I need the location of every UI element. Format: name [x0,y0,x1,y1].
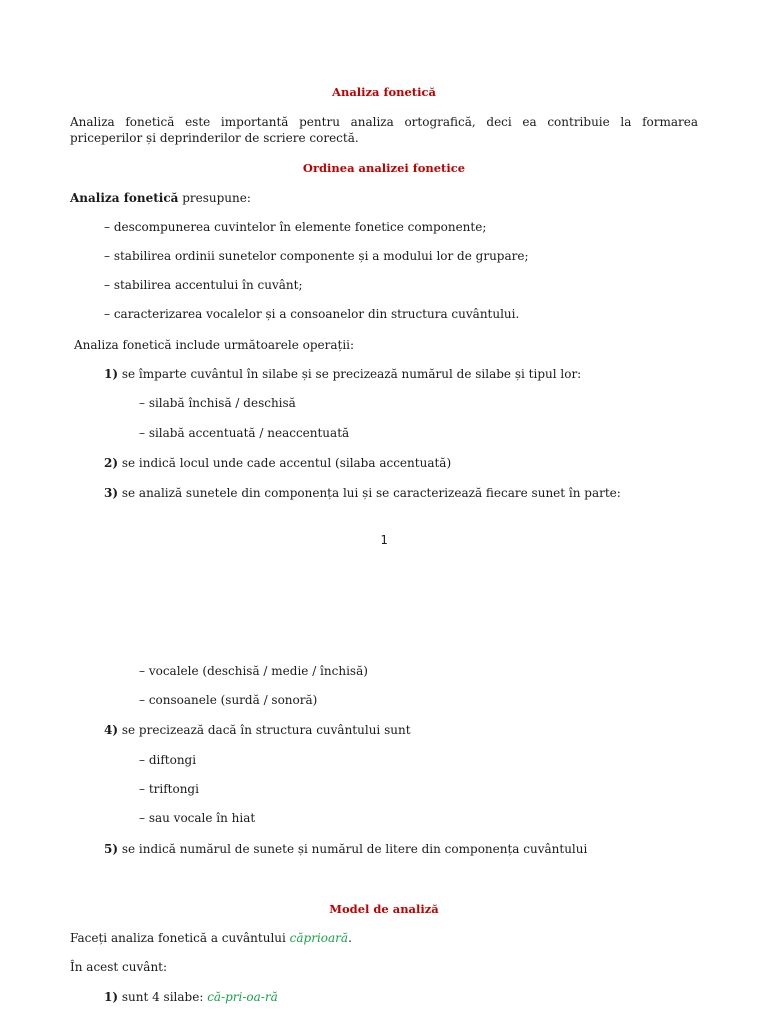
step-number: 5) [104,842,119,856]
sub-item: – sau vocale în hiat [139,811,256,825]
sub-item: – triftongi [139,782,199,796]
section-heading-model: Model de analiză [329,902,439,916]
step-number: 4) [104,723,119,737]
step-text: se indică numărul de sunete și numărul de litere din componența cuvântului [118,842,588,856]
step-number: 1) [104,990,119,1004]
list-item: – caracterizarea vocalelor și a consoanelor din structura cuvântului. [104,307,520,321]
list-item: – stabilirea ordinii sunetelor componente și a modului lor de grupare; [104,249,529,263]
sub-item: – vocalele (deschisă / medie / închisă) [139,664,368,678]
step-4 [104,723,411,737]
step-text: se indică locul unde cade accentul (silaba accentuată) [118,456,452,470]
step-number: 2) [104,456,119,470]
page-number: 1 [380,533,388,547]
list-item: – descompunerea cuvintelor în elemente fonetice componente; [104,220,487,234]
example-syllables: că-pri-oa-ră [207,990,278,1004]
step-5 [104,842,587,856]
sub-item: – silabă închisă / deschisă [139,396,296,410]
presupune-line [70,191,251,205]
step-number: 3) [104,486,119,500]
operatii-intro: Analiza fonetică include următoarele operații: [74,338,355,352]
model-intro: În acest cuvânt: [70,960,168,974]
task-punct: . [348,931,352,945]
intro-paragraph: Analiza fonetică este importantă pentru analiza ortografică, deci ea contribuie la formarea priceperilor și deprinderilor de scriere corectă. [70,115,698,145]
step-text: se analiză sunetele din componența lui și se caracterizează fiecare sunet în parte: [118,486,621,500]
document-title: Analiza fonetică [332,85,436,99]
step-1 [104,367,581,381]
step-text: se împarte cuvântul în silabe și se precizează numărul de silabe și tipul lor: [118,367,582,381]
section-heading-order: Ordinea analizei fonetice [302,161,466,175]
presupune-rest: presupune: [178,191,251,205]
step-3 [104,486,621,500]
step-text: sunt 4 silabe: [118,990,208,1004]
presupune-bold: Analiza fonetică [70,191,179,205]
sub-item: – diftongi [139,753,197,767]
sub-item: – consoanele (surdă / sonoră) [139,693,318,707]
example-word: căprioară [289,931,349,945]
model-task [70,931,352,945]
model-step-1 [104,990,278,1004]
task-text: Faceți analiza fonetică a cuvântului [70,931,290,945]
sub-item: – silabă accentuată / neaccentuată [139,426,350,440]
step-2 [104,456,451,470]
step-text: se precizează dacă în structura cuvântului sunt [118,723,411,737]
step-number: 1) [104,367,119,381]
list-item: – stabilirea accentului în cuvânt; [104,278,303,292]
